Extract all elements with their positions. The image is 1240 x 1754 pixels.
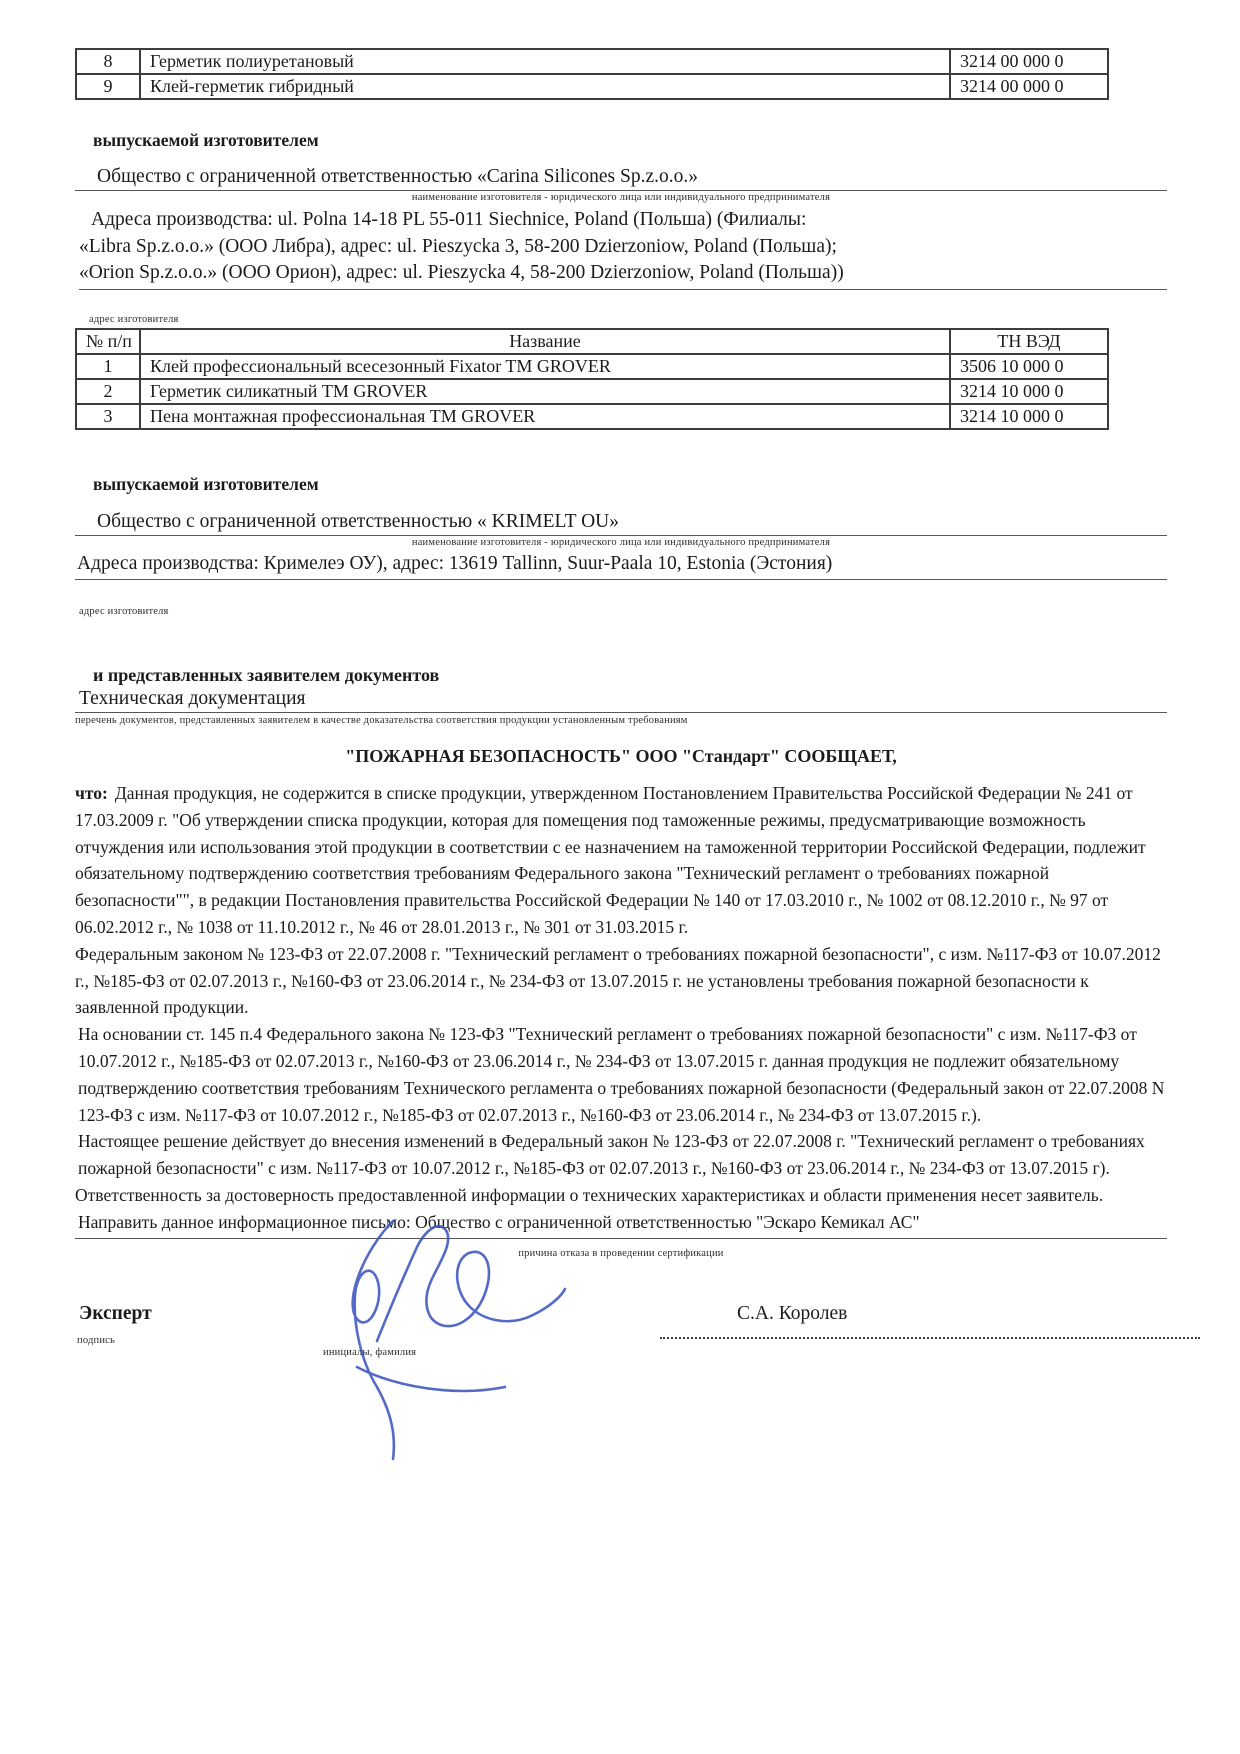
product-name: Клей профессиональный всесезонный Fixator TM GROVER <box>140 354 950 379</box>
manufacturer-caption: наименование изготовителя - юридического лица или индивидуального предпринимателя <box>411 192 831 203</box>
row-number: 9 <box>76 74 140 99</box>
manufacturer-name: Общество с ограниченной ответственностью « KRIMELT OU» <box>75 511 1167 536</box>
expert-name: С.А. Королев <box>737 1303 848 1325</box>
product-name: Герметик силикатный TM GROVER <box>140 379 950 404</box>
table-row <box>76 379 1108 404</box>
documents-heading: и представленных заявителем документов <box>93 665 440 685</box>
manufacturer-address: Адреса производства: Кримелеэ ОУ), адрес: 13619 Tallinn, Suur-Paala 10, Estonia (Эстония) <box>75 551 1167 581</box>
address-line: «Libra Sp.z.o.o.» (ООО Либра), адрес: ul. Pieszycka 3, 58-200 Dzierzoniow, Poland (Польша); <box>79 235 837 257</box>
table-row <box>76 404 1108 429</box>
section-heading: выпускаемой изготовителем <box>93 473 319 494</box>
manufacturer-address <box>75 207 1167 290</box>
section-heading: выпускаемой изготовителем <box>93 130 319 150</box>
table-row <box>76 354 1108 379</box>
products-table-header <box>76 329 1108 354</box>
row-number: 2 <box>76 379 140 404</box>
tnved-code: 3506 10 000 0 <box>950 354 1108 379</box>
documents-caption: перечень документов, представленных заявителем в качестве доказательства соответствия продукции установленным требованиям <box>75 715 688 726</box>
products-table <box>75 328 1109 430</box>
signature-block <box>75 1281 1167 1421</box>
refusal-caption: причина отказа в проведении сертификации <box>518 1247 724 1259</box>
initials-caption: инициалы, фамилия <box>323 1347 417 1359</box>
statement-title: "ПОЖАРНАЯ БЕЗОПАСНОСТЬ" ООО "Стандарт" СООБЩАЕТ, <box>345 746 897 766</box>
address-caption: адрес изготовителя <box>89 313 179 325</box>
manufacturer-name: Общество с ограниченной ответственностью «Carina Silicones Sp.z.o.o.» <box>75 166 1167 191</box>
paragraph-text: Данная продукция, не содержится в списке продукции, утвержденном Постановлением Правительства Российской Федерации № 241 от 17.03.2009 г. "Об утверждении списка продукции, которая для помещения под таможенные режимы, предусматривающие возможность отчуждения или использования этой продукции в соответствии с ее назначением на таможенной территории Российской Федерации, подлежит обязательному подтверждению соответствия требованиям Федерального закона "Технический регламент о требованиях пожарной безопасности"", в редакции Постановления правительства Российской Федерации № 140 от 17.03.2010 г., № 1002 от 08.12.2010 г., № 97 от 06.02.2012 г., № 1038 от 11.10.2012 г., № 46 от 28.01.2013 г., № 301 от 31.03.2015 г. <box>75 783 1146 937</box>
row-number: 8 <box>76 49 140 74</box>
manufacturer-caption: наименование изготовителя - юридического лица или индивидуального предпринимателя <box>411 536 831 548</box>
table-row <box>76 74 1108 99</box>
paragraph: Направить данное информационное письмо: Общество с ограниченной ответственностью "Эскаро Кемикал АС" <box>75 1209 1167 1239</box>
row-number: 3 <box>76 404 140 429</box>
sign-caption: подпись <box>77 1335 115 1347</box>
tnved-code: 3214 10 000 0 <box>950 404 1108 429</box>
row-number: 1 <box>76 354 140 379</box>
col-header-num: № п/п <box>76 329 140 354</box>
paragraph: На основании ст. 145 п.4 Федерального закона № 123-ФЗ "Технический регламент о требованиях пожарной безопасности" с изм. №117-ФЗ от 10.07.2012 г., №185-ФЗ от 02.07.2013 г., №160-ФЗ от 23.06.2014 г., № 234-ФЗ от 13.07.2015 г. данная продукция не подлежит обязательному подтверждению соответствия требованиям Технического регламента о требованиях пожарной безопасности (Федеральный закон от 22.07.2008 N 123-ФЗ с изм. №117-ФЗ от 10.07.2012 г., №185-ФЗ от 02.07.2013 г., №160-ФЗ от 23.06.2014 г., № 234-ФЗ от 13.07.2015 г.). <box>78 1024 1165 1125</box>
tnved-code: 3214 00 000 0 <box>950 49 1108 74</box>
product-name: Пена монтажная профессиональная TM GROVER <box>140 404 950 429</box>
paragraph: Федеральным законом № 123-ФЗ от 22.07.2008 г. "Технический регламент о требованиях пожарной безопасности", с изм. №117-ФЗ от 10.07.2012 г., №185-ФЗ от 02.07.2013 г., №160-ФЗ от 23.06.2014 г., № 234-ФЗ от 13.07.2015 г. не установлены требования пожарной безопасности к заявленной продукции. <box>75 943 1161 1018</box>
signature-dotted-line <box>660 1337 1200 1339</box>
paragraph <box>75 780 1167 941</box>
address-line: «Orion Sp.z.o.o.» (ООО Орион), адрес: ul. Pieszycka 4, 58-200 Dzierzoniow, Poland (Польша)) <box>79 260 1167 290</box>
col-header-code: ТН ВЭД <box>950 329 1108 354</box>
product-name: Герметик полиуретановый <box>140 49 950 74</box>
col-header-name: Название <box>140 329 950 354</box>
table-row <box>76 49 1108 74</box>
top-products-table <box>75 48 1109 100</box>
product-name: Клей-герметик гибридный <box>140 74 950 99</box>
tnved-code: 3214 10 000 0 <box>950 379 1108 404</box>
document-name: Техническая документация <box>75 688 1167 713</box>
expert-label: Эксперт <box>79 1303 152 1325</box>
tnved-code: 3214 00 000 0 <box>950 74 1108 99</box>
paragraph: Настоящее решение действует до внесения изменений в Федеральный закон № 123-ФЗ от 22.07.2008 г. "Технический регламент о требованиях пожарной безопасности" с изм. №117-ФЗ от 10.07.2012 г., №185-ФЗ от 02.07.2013 г., №160-ФЗ от 23.06.2014 г., № 234-ФЗ от 13.07.2015 г). <box>78 1131 1145 1179</box>
paragraph: Ответственность за достоверность предоставленной информации о технических характеристиках и области применения несет заявитель. <box>75 1184 1104 1205</box>
intro-label: что: <box>75 783 108 803</box>
statement-body <box>75 780 1167 1267</box>
address-line: Адреса производства: ul. Polna 14-18 PL 55-011 Siechnice, Poland (Польша) (Филиалы: <box>91 209 807 230</box>
address-caption: адрес изготовителя <box>79 606 169 617</box>
